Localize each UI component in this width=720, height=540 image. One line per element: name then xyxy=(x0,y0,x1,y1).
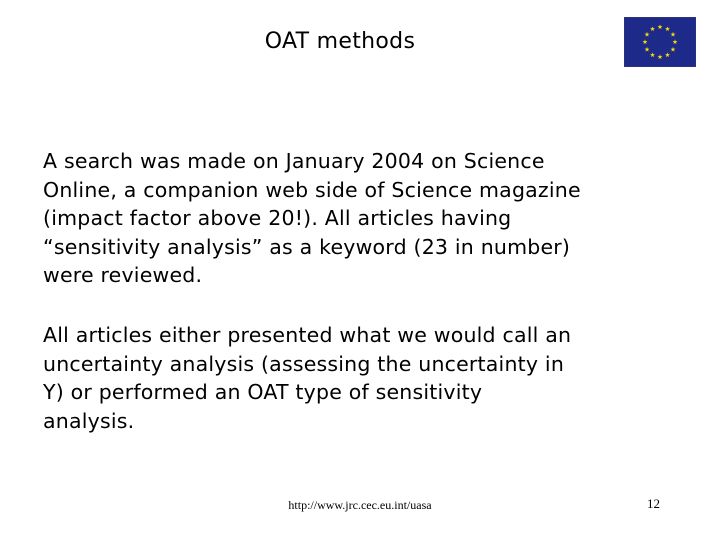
footer-url: http://www.jrc.cec.eu.int/uasa xyxy=(288,498,432,512)
paragraph-search: A search was made on January 2004 on Science Online, a companion web side of Science magazine (impact factor above 20!). All articles having “sensitivity analysis” as a keyword (23 in number) were reviewed. xyxy=(43,149,581,287)
eu-flag-icon xyxy=(624,17,696,67)
page-number: 12 xyxy=(647,496,660,511)
paragraph-findings: All articles either presented what we would call an uncertainty analysis (assessing the uncertainty in Y) or performed an OAT type of sensitivity analysis. xyxy=(43,323,572,433)
slide-title: OAT methods xyxy=(264,29,416,54)
